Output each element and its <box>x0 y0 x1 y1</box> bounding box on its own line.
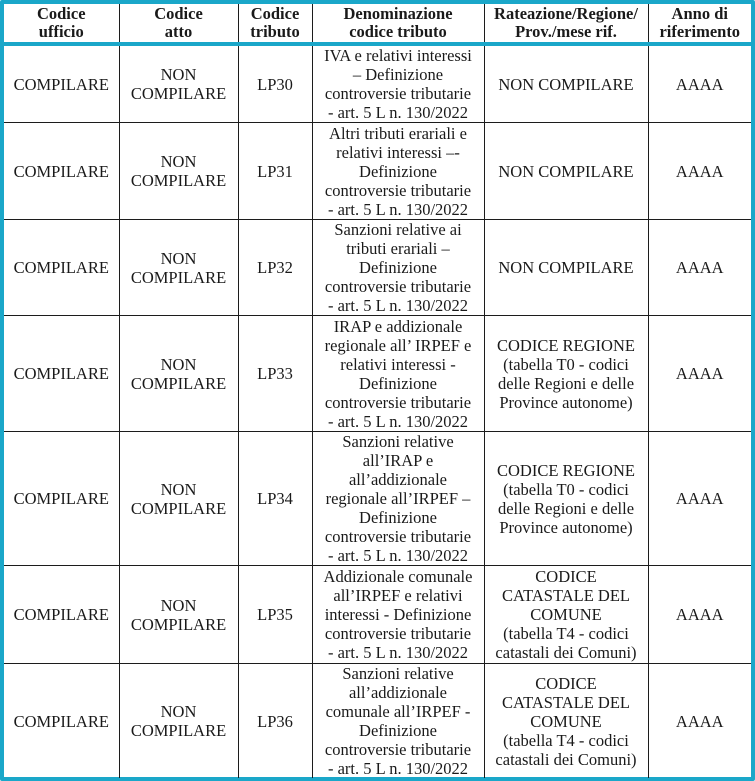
cell-denominazione-line: Sanzioni relative <box>342 664 454 683</box>
cell-codice-atto-line: NON <box>160 595 197 615</box>
cell-codice-atto-line: COMPILARE <box>130 84 227 103</box>
cell-codice-atto <box>119 432 238 566</box>
cell-denominazione-line: controversie tributarie <box>324 740 472 759</box>
cell-denominazione <box>312 664 484 779</box>
cell-codice-ufficio: COMPILARE <box>4 220 119 316</box>
cell-denominazione-line: relativi interessi - <box>340 354 456 374</box>
header-denominazione: Denominazione codice tributo <box>312 4 484 44</box>
cell-rateazione-line: (tabella T0 - codici <box>503 354 629 374</box>
cell-denominazione-line: regionale all’ IRPEF e <box>324 335 472 355</box>
cell-anno: AAAA <box>648 664 751 779</box>
cell-denominazione <box>312 566 484 664</box>
cell-denominazione-line: Definizione <box>359 508 437 527</box>
table-row <box>4 316 751 432</box>
cell-denominazione-line: - art. 5 L n. 130/2022 <box>327 199 469 219</box>
tax-code-table <box>4 4 751 778</box>
cell-rateazione-line: (tabella T0 - codici <box>503 479 629 499</box>
cell-rateazione <box>484 316 648 432</box>
cell-anno: AAAA <box>648 316 751 432</box>
cell-rateazione-line: COMUNE <box>530 605 602 624</box>
header-codice-atto: Codice atto <box>119 4 238 44</box>
cell-codice-atto-line: NON <box>160 65 197 84</box>
cell-codice-atto-line: NON <box>160 702 197 721</box>
cell-rateazione-line: delle Regioni e delle <box>497 373 635 393</box>
cell-codice-atto-line: COMPILARE <box>130 614 227 634</box>
cell-rateazione <box>484 566 648 664</box>
cell-anno: AAAA <box>648 566 751 664</box>
header-anno: Anno di riferimento <box>648 4 751 44</box>
header-rateazione: Rateazione/Regione/ Prov./mese rif. <box>484 4 648 44</box>
cell-denominazione <box>312 432 484 566</box>
table-row <box>4 566 751 664</box>
cell-rateazione <box>484 432 648 566</box>
cell-rateazione <box>484 123 648 220</box>
cell-codice-ufficio: COMPILARE <box>4 316 119 432</box>
cell-codice-ufficio: COMPILARE <box>4 432 119 566</box>
cell-denominazione-line: Sanzioni relative ai <box>334 220 462 239</box>
cell-codice-tributo: LP31 <box>238 123 312 220</box>
cell-denominazione-line: interessi - Definizione <box>324 605 472 624</box>
cell-denominazione-line: - art. 5 L n. 130/2022 <box>327 546 469 565</box>
cell-codice-atto <box>119 44 238 123</box>
cell-denominazione-line: controversie tributarie <box>324 277 472 296</box>
table-row <box>4 432 751 566</box>
cell-anno: AAAA <box>648 123 751 220</box>
cell-denominazione <box>312 316 484 432</box>
cell-rateazione-line: CATASTALE DEL <box>502 692 630 712</box>
header-row <box>4 4 751 44</box>
cell-codice-ufficio: COMPILARE <box>4 44 119 123</box>
cell-rateazione <box>484 220 648 316</box>
cell-denominazione-line: IRAP e addizionale <box>333 316 463 336</box>
cell-rateazione <box>484 44 648 123</box>
cell-rateazione-line: CATASTALE DEL <box>502 586 630 605</box>
cell-rateazione-line: Province autonome) <box>499 517 633 537</box>
cell-rateazione-line: COMUNE <box>530 711 602 731</box>
cell-codice-ufficio: COMPILARE <box>4 566 119 664</box>
cell-denominazione-line: all’IRPEF e relativi <box>333 586 463 605</box>
cell-anno: AAAA <box>648 432 751 566</box>
cell-rateazione-line: NON COMPILARE <box>498 258 634 277</box>
cell-rateazione-line: (tabella T4 - codici <box>503 730 629 750</box>
cell-codice-atto-line: NON <box>160 479 197 499</box>
cell-codice-tributo: LP34 <box>238 432 312 566</box>
cell-anno: AAAA <box>648 220 751 316</box>
cell-codice-ufficio: COMPILARE <box>4 123 119 220</box>
cell-denominazione-line: Sanzioni relative <box>342 432 454 451</box>
cell-codice-tributo: LP30 <box>238 44 312 123</box>
cell-codice-atto <box>119 316 238 432</box>
cell-codice-atto-line: NON <box>160 152 197 171</box>
cell-codice-atto <box>119 220 238 316</box>
cell-rateazione-line: CODICE <box>535 567 597 586</box>
cell-rateazione-line: delle Regioni e delle <box>497 498 635 518</box>
cell-denominazione-line: - art. 5 L n. 130/2022 <box>327 643 469 662</box>
cell-denominazione-line: – Definizione <box>352 65 444 84</box>
cell-codice-atto <box>119 664 238 779</box>
cell-rateazione-line: CODICE <box>535 673 597 693</box>
cell-rateazione-line: (tabella T4 - codici <box>503 624 629 643</box>
cell-denominazione-line: Addizionale comunale <box>323 567 473 586</box>
cell-denominazione-line: Definizione <box>359 373 437 393</box>
cell-denominazione-line: Definizione <box>359 161 437 181</box>
cell-rateazione <box>484 664 648 779</box>
cell-denominazione-line: Definizione <box>359 258 437 277</box>
cell-anno: AAAA <box>648 44 751 123</box>
cell-denominazione-line: IVA e relativi interessi <box>324 46 472 65</box>
table-row <box>4 44 751 123</box>
cell-denominazione-line: tributi erariali – <box>346 239 450 258</box>
cell-denominazione-line: controversie tributarie <box>324 624 472 643</box>
cell-denominazione-line: comunale all’IRPEF - <box>325 702 471 721</box>
cell-denominazione-line: - art. 5 L n. 130/2022 <box>327 296 469 315</box>
cell-codice-atto-line: COMPILARE <box>130 721 227 740</box>
cell-codice-atto-line: COMPILARE <box>130 373 227 393</box>
cell-denominazione-line: Altri tributi erariali e <box>329 123 467 143</box>
cell-codice-atto-line: NON <box>160 354 197 374</box>
cell-denominazione <box>312 123 484 220</box>
cell-rateazione-line: NON COMPILARE <box>498 74 634 94</box>
cell-denominazione-line: - art. 5 L n. 130/2022 <box>327 103 469 122</box>
cell-codice-atto-line: COMPILARE <box>130 267 227 287</box>
table-row <box>4 664 751 779</box>
cell-codice-tributo: LP35 <box>238 566 312 664</box>
cell-codice-atto-line: NON <box>160 248 197 268</box>
cell-rateazione-line: catastali dei Comuni) <box>495 749 637 769</box>
cell-denominazione-line: controversie tributarie <box>324 180 472 200</box>
table-row <box>4 123 751 220</box>
cell-codice-tributo: LP36 <box>238 664 312 779</box>
header-codice-ufficio: Codice ufficio <box>4 4 119 44</box>
table-row <box>4 220 751 316</box>
cell-rateazione-line: CODICE REGIONE <box>497 460 635 480</box>
cell-codice-atto-line: COMPILARE <box>130 498 227 518</box>
cell-denominazione-line: Definizione <box>359 721 437 740</box>
cell-denominazione-line: relativi interessi –- <box>336 142 460 162</box>
cell-denominazione-line: all’addizionale <box>348 470 448 489</box>
cell-denominazione <box>312 220 484 316</box>
cell-rateazione-line: CODICE REGIONE <box>497 335 635 355</box>
cell-denominazione <box>312 44 484 123</box>
cell-rateazione-line: NON COMPILARE <box>498 161 634 181</box>
cell-denominazione-line: controversie tributarie <box>324 527 472 546</box>
cell-codice-atto <box>119 566 238 664</box>
header-codice-tributo: Codice tributo <box>238 4 312 44</box>
cell-codice-atto <box>119 123 238 220</box>
cell-codice-tributo: LP33 <box>238 316 312 432</box>
cell-rateazione-line: catastali dei Comuni) <box>495 643 637 662</box>
cell-denominazione-line: all’IRAP e <box>362 451 434 470</box>
cell-rateazione-line: Province autonome) <box>499 392 633 412</box>
cell-denominazione-line: controversie tributarie <box>324 392 472 412</box>
cell-codice-tributo: LP32 <box>238 220 312 316</box>
cell-denominazione-line: controversie tributarie <box>324 84 472 103</box>
cell-denominazione-line: regionale all’IRPEF – <box>325 489 471 508</box>
cell-denominazione-line: - art. 5 L n. 130/2022 <box>327 759 469 778</box>
cell-codice-ufficio: COMPILARE <box>4 664 119 779</box>
cell-denominazione-line: - art. 5 L n. 130/2022 <box>327 411 469 431</box>
cell-codice-atto-line: COMPILARE <box>130 171 227 190</box>
cell-denominazione-line: all’addizionale <box>348 683 448 702</box>
